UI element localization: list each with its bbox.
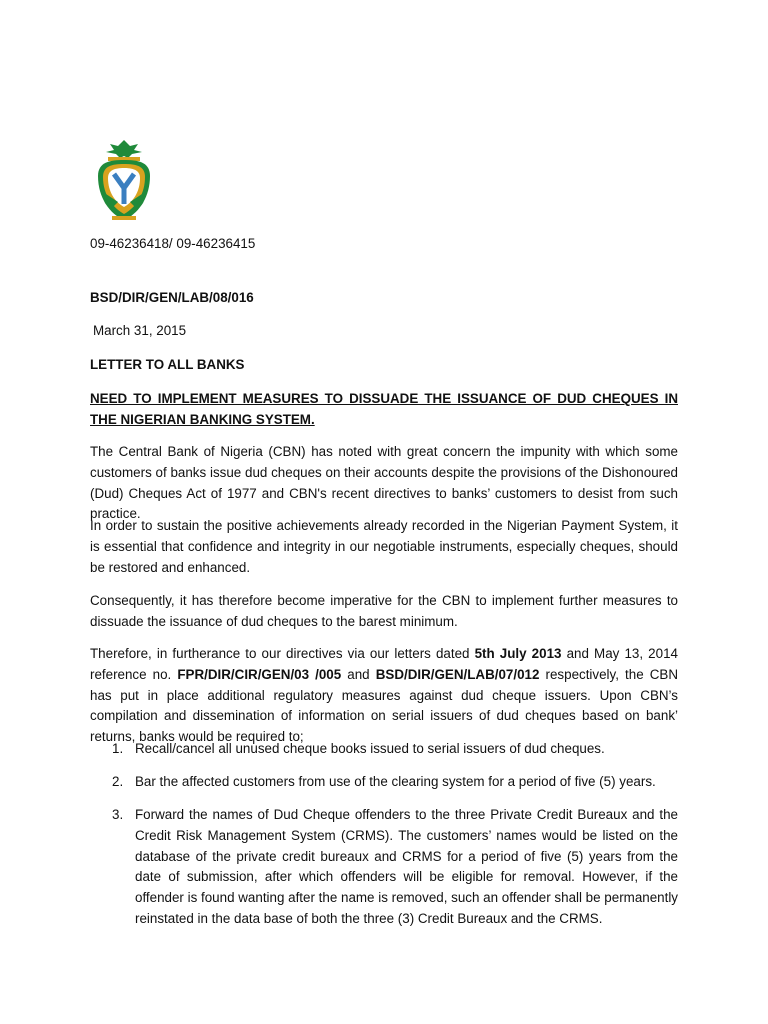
paragraph-4-text: and: [341, 666, 376, 682]
cbn-crest-logo-icon: [90, 136, 158, 224]
letter-title: LETTER TO ALL BANKS: [90, 357, 245, 372]
reference-code-1: FPR/DIR/CIR/GEN/03 /005: [177, 666, 342, 682]
letter-date: March 31, 2015: [93, 323, 187, 338]
paragraph-4-text: Therefore, in furtherance to our directives via our letters dated: [90, 646, 475, 661]
phone-numbers: 09-46236418/ 09-46236415: [90, 236, 256, 251]
paragraph-3: Consequently, it has therefore become imperative for the CBN to implement further measures to dissuade the issuance of dud cheques to the barest minimum.: [90, 593, 678, 629]
paragraph-4-text: respectively, the CBN has put in place additional regulatory measures against dud cheque issuers. Upon CBN’s compilation and dissemination of information on serial issuers of dud cheques based on bank’ returns, banks would be required to;: [90, 666, 678, 745]
list-item: [112, 772, 678, 793]
list-item-number: 1.: [112, 741, 124, 756]
list-item-number: 2.: [112, 774, 124, 789]
reference-number: BSD/DIR/GEN/LAB/08/016: [90, 290, 254, 305]
letter-subject: NEED TO IMPLEMENT MEASURES TO DISSUADE THE ISSUANCE OF DUD CHEQUES IN THE NIGERIAN BANKING SYSTEM.: [90, 391, 678, 427]
list-item-number: 3.: [112, 807, 124, 822]
paragraph-2: In order to sustain the positive achievements already recorded in the Nigerian Payment System, it is essential that confidence and integrity in our negotiable instruments, especially cheques, should be restored and enhanced.: [90, 518, 678, 575]
paragraph-1: The Central Bank of Nigeria (CBN) has noted with great concern the impunity with which some customers of banks issue dud cheques on their accounts despite the provisions of the Dishonoured (Dud) Cheques Act of 1977 and CBN's recent directives to banks’ customers to desist from such practice.: [90, 444, 678, 522]
reference-code-2: BSD/DIR/GEN/LAB/07/012: [375, 666, 540, 682]
list-item: [112, 805, 678, 930]
list-item-text: Forward the names of Dud Cheque offenders to the three Private Credit Bureaux and the Credit Risk Management System (CRMS). The customers’ names would be listed on the database of the private credit bureaux and CRMS for a period of five (5) years from the date of submission, after which offenders will be eligible for removal. However, if the offender is found wanting after the name is removed, such an offender shall be permanently reinstated in the data base of both the three (3) Credit Bureaux and the CRMS.: [135, 807, 678, 926]
paragraph-4-text: and May 13, 2014 reference no.: [90, 646, 678, 682]
paragraph-4: [90, 644, 678, 748]
list-item: [112, 739, 678, 760]
list-item-text: Recall/cancel all unused cheque books issued to serial issuers of dud cheques.: [135, 741, 605, 756]
list-item-text: Bar the affected customers from use of the clearing system for a period of five (5) years.: [135, 774, 656, 789]
letter-date-ref-1: 5th July 2013: [474, 646, 562, 661]
